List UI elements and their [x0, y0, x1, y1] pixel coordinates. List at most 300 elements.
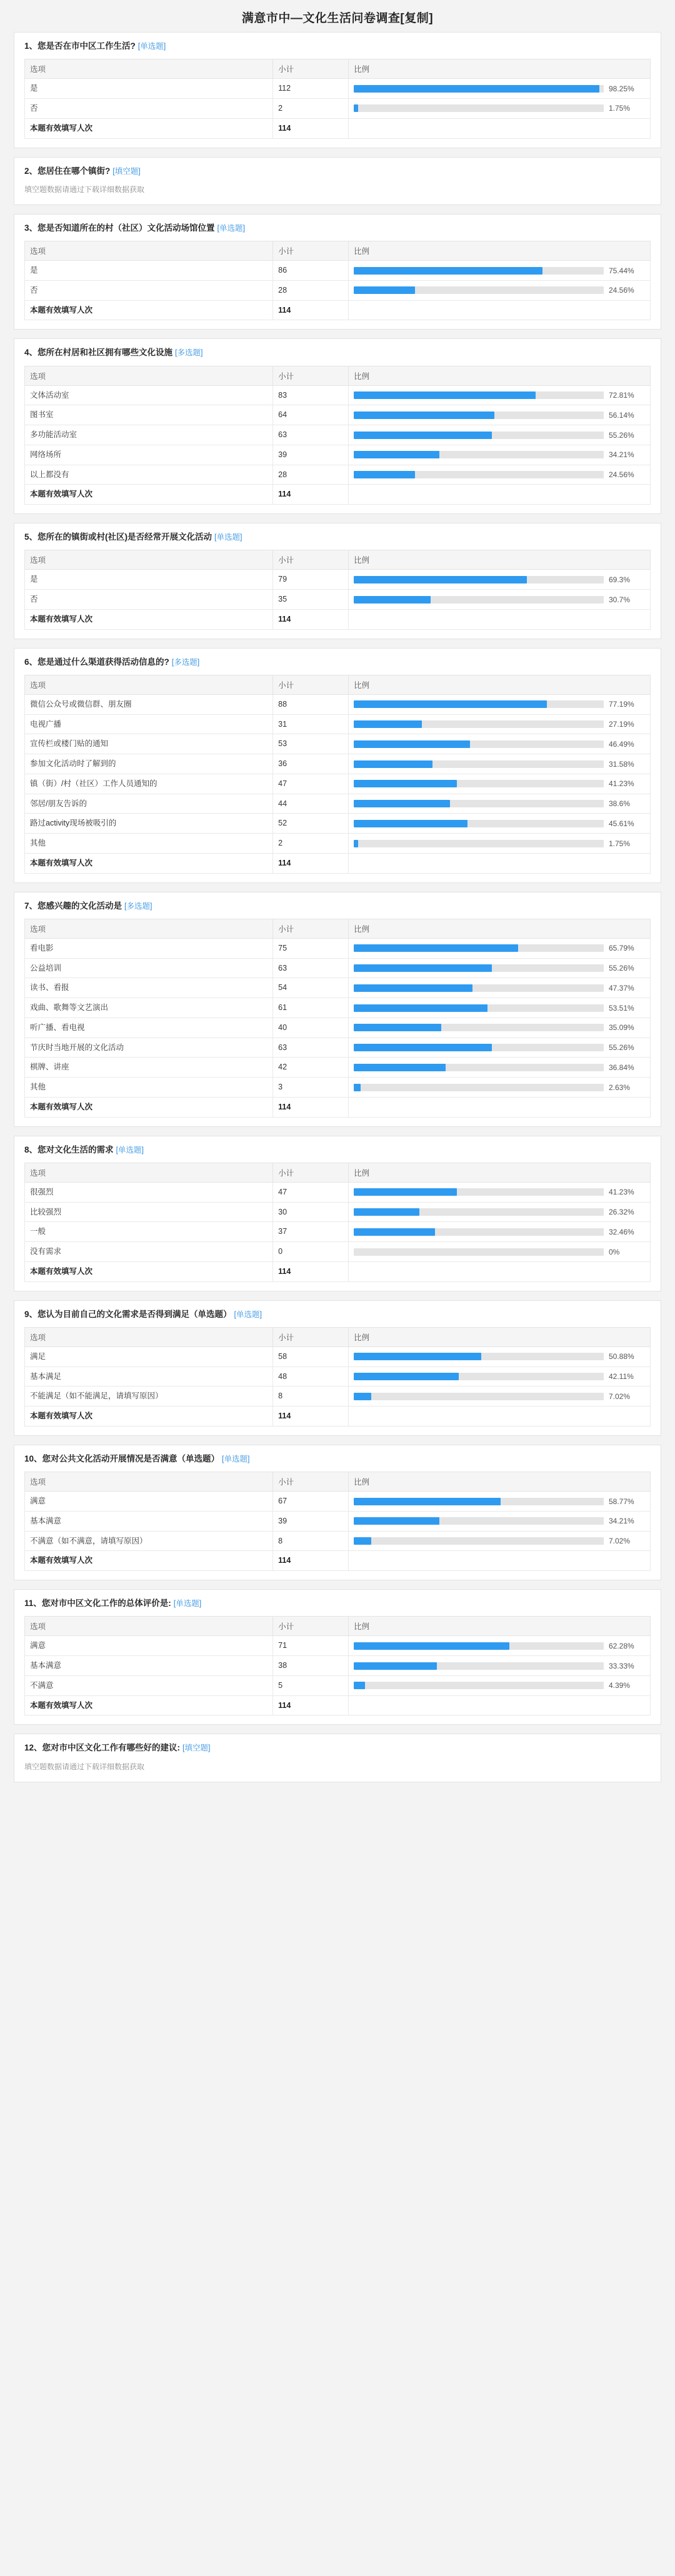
table-row — [25, 1182, 651, 1202]
table-row — [25, 1492, 651, 1512]
table-header-row — [25, 59, 651, 79]
ratio-bar-track — [354, 596, 604, 604]
ratio-value: 1.75% — [609, 839, 631, 848]
table-row — [25, 998, 651, 1018]
option-count: 39 — [273, 1511, 349, 1531]
results-table — [24, 550, 651, 629]
ratio-bar-wrapper — [354, 449, 645, 460]
total-empty-cell — [349, 609, 651, 629]
table-row — [25, 1386, 651, 1407]
ratio-bar-fill — [354, 1517, 439, 1525]
question-number: 5、 — [24, 532, 38, 542]
ratio-bar-track — [354, 1208, 604, 1216]
ratio-bar-wrapper — [354, 1246, 645, 1258]
option-label: 参加文化活动时了解到的 — [25, 754, 273, 774]
total-empty-cell — [349, 1551, 651, 1571]
ratio-value: 56.14% — [609, 410, 634, 420]
question-text: 您对市中区文化工作的总体评价是: — [41, 1599, 171, 1609]
option-label: 基本满意 — [25, 1511, 273, 1531]
ratio-bar-fill — [354, 1662, 437, 1670]
table-row — [25, 261, 651, 281]
question-type-tag: [多选题] — [124, 901, 152, 911]
total-label: 本题有效填写人次 — [25, 1097, 273, 1117]
column-header-ratio: 比例 — [349, 1472, 651, 1492]
ratio-bar-wrapper — [354, 1226, 645, 1238]
question-heading — [24, 222, 651, 235]
option-label: 一般 — [25, 1222, 273, 1242]
ratio-value: 7.02% — [609, 1537, 631, 1546]
ratio-bar-fill — [354, 1208, 419, 1216]
ratio-bar-fill — [354, 412, 494, 419]
question-type-tag: [填空题] — [112, 166, 141, 176]
ratio-bar-wrapper — [354, 818, 645, 829]
option-label: 不能满足（如不能满足，请填写原因） — [25, 1386, 273, 1407]
table-row — [25, 1058, 651, 1078]
question-text: 您是否知道所在的村（社区）文化活动场馆位置 — [38, 223, 215, 233]
option-label: 镇（街）/村（社区）工作人员通知的 — [25, 774, 273, 794]
table-total-row — [25, 609, 651, 629]
ratio-bar-track — [354, 760, 604, 768]
option-label: 是 — [25, 570, 273, 590]
option-ratio-cell — [349, 1222, 651, 1242]
table-header-row — [25, 1163, 651, 1182]
ratio-bar-fill — [354, 820, 468, 827]
column-header-ratio: 比例 — [349, 919, 651, 938]
question-number: 12、 — [24, 1743, 42, 1753]
question-type-tag: [单选题] — [138, 42, 166, 51]
ratio-bar-fill — [354, 1682, 365, 1689]
ratio-bar-fill — [354, 800, 450, 807]
option-count: 44 — [273, 794, 349, 814]
option-count: 8 — [273, 1386, 349, 1407]
table-total-row — [25, 118, 651, 138]
option-label: 否 — [25, 590, 273, 610]
ratio-bar-fill — [354, 780, 457, 787]
option-ratio-cell — [349, 734, 651, 754]
question-block — [14, 32, 661, 148]
table-total-row — [25, 485, 651, 505]
option-count: 54 — [273, 978, 349, 998]
column-header-ratio: 比例 — [349, 59, 651, 79]
ratio-bar-fill — [354, 1537, 371, 1545]
option-ratio-cell — [349, 405, 651, 425]
question-text: 您是通过什么渠道获得活动信息的? — [38, 657, 169, 667]
table-row — [25, 445, 651, 465]
option-count: 112 — [273, 79, 349, 99]
total-count: 114 — [273, 1695, 349, 1715]
column-header-option: 选项 — [25, 1327, 273, 1346]
ratio-bar-track — [354, 85, 604, 93]
ratio-value: 33.33% — [609, 1661, 634, 1670]
option-label: 基本满足 — [25, 1366, 273, 1386]
total-count: 114 — [273, 609, 349, 629]
ratio-value: 55.26% — [609, 964, 634, 973]
table-header-row — [25, 1617, 651, 1636]
table-row — [25, 1018, 651, 1038]
ratio-bar-wrapper — [354, 1660, 645, 1672]
option-ratio-cell — [349, 694, 651, 714]
option-count: 86 — [273, 261, 349, 281]
total-label: 本题有效填写人次 — [25, 1261, 273, 1281]
option-ratio-cell — [349, 1636, 651, 1656]
question-block — [14, 214, 661, 330]
option-count: 39 — [273, 445, 349, 465]
total-label: 本题有效填写人次 — [25, 853, 273, 873]
ratio-bar-wrapper — [354, 739, 645, 750]
ratio-bar-track — [354, 471, 604, 478]
ratio-value: 2.63% — [609, 1083, 631, 1092]
table-row — [25, 1366, 651, 1386]
question-number: 2、 — [24, 166, 38, 176]
question-block — [14, 1136, 661, 1291]
ratio-value: 34.21% — [609, 450, 634, 460]
question-number: 1、 — [24, 41, 38, 51]
ratio-bar-fill — [354, 740, 470, 748]
ratio-bar-wrapper — [354, 1496, 645, 1507]
ratio-bar-track — [354, 1248, 604, 1256]
table-total-row — [25, 300, 651, 320]
option-ratio-cell — [349, 280, 651, 300]
ratio-value: 24.56% — [609, 470, 634, 480]
ratio-bar-track — [354, 964, 604, 972]
ratio-bar-wrapper — [354, 1206, 645, 1218]
ratio-bar-track — [354, 1064, 604, 1071]
option-count: 42 — [273, 1058, 349, 1078]
ratio-bar-track — [354, 1537, 604, 1545]
results-table — [24, 59, 651, 138]
column-header-ratio: 比例 — [349, 1327, 651, 1346]
column-header-ratio: 比例 — [349, 366, 651, 385]
table-row — [25, 280, 651, 300]
questions-container — [0, 32, 675, 1782]
column-header-ratio: 比例 — [349, 550, 651, 570]
question-type-tag: [单选题] — [217, 223, 245, 233]
question-number: 10、 — [24, 1453, 42, 1463]
table-row — [25, 1531, 651, 1551]
table-header-row — [25, 919, 651, 938]
option-ratio-cell — [349, 814, 651, 834]
ratio-bar-wrapper — [354, 1535, 645, 1547]
table-row — [25, 465, 651, 485]
ratio-bar-wrapper — [354, 1680, 645, 1691]
option-label: 读书、看报 — [25, 978, 273, 998]
table-row — [25, 1511, 651, 1531]
ratio-bar-track — [354, 944, 604, 952]
column-header-subtotal: 小计 — [273, 675, 349, 694]
ratio-bar-track — [354, 104, 604, 112]
ratio-bar-fill — [354, 944, 518, 952]
option-count: 30 — [273, 1202, 349, 1222]
total-label: 本题有效填写人次 — [25, 1695, 273, 1715]
option-count: 48 — [273, 1366, 349, 1386]
column-header-option: 选项 — [25, 1163, 273, 1182]
table-total-row — [25, 1695, 651, 1715]
ratio-bar-track — [354, 391, 604, 399]
table-row — [25, 1242, 651, 1262]
column-header-subtotal: 小计 — [273, 1472, 349, 1492]
ratio-value: 35.09% — [609, 1023, 634, 1033]
total-label: 本题有效填写人次 — [25, 1551, 273, 1571]
table-row — [25, 1078, 651, 1098]
ratio-bar-wrapper — [354, 719, 645, 730]
ratio-bar-track — [354, 1353, 604, 1360]
ratio-bar-wrapper — [354, 778, 645, 789]
column-header-subtotal: 小计 — [273, 1163, 349, 1182]
option-label: 基本满意 — [25, 1656, 273, 1676]
ratio-bar-track — [354, 1188, 604, 1196]
ratio-bar-fill — [354, 1498, 501, 1505]
option-label: 很强烈 — [25, 1182, 273, 1202]
total-count: 114 — [273, 118, 349, 138]
option-count: 40 — [273, 1018, 349, 1038]
option-label: 戏曲、歌舞等文艺演出 — [25, 998, 273, 1018]
ratio-bar-track — [354, 820, 604, 827]
ratio-value: 26.32% — [609, 1208, 634, 1217]
question-number: 6、 — [24, 657, 38, 667]
ratio-bar-wrapper — [354, 103, 645, 114]
option-label: 图书室 — [25, 405, 273, 425]
option-count: 3 — [273, 1078, 349, 1098]
ratio-bar-fill — [354, 720, 422, 728]
table-row — [25, 590, 651, 610]
option-ratio-cell — [349, 714, 651, 734]
question-block — [14, 1300, 661, 1436]
question-heading — [24, 656, 651, 669]
total-empty-cell — [349, 300, 651, 320]
table-header-row — [25, 550, 651, 570]
ratio-bar-fill — [354, 700, 547, 708]
question-type-tag: [单选题] — [173, 1599, 202, 1609]
table-row — [25, 425, 651, 445]
total-empty-cell — [349, 1695, 651, 1715]
option-label: 听广播、看电视 — [25, 1018, 273, 1038]
option-count: 28 — [273, 465, 349, 485]
ratio-bar-fill — [354, 596, 431, 604]
ratio-bar-track — [354, 432, 604, 439]
option-ratio-cell — [349, 834, 651, 854]
option-count: 36 — [273, 754, 349, 774]
ratio-value: 58.77% — [609, 1497, 634, 1506]
ratio-bar-wrapper — [354, 83, 645, 94]
ratio-bar-fill — [354, 451, 439, 458]
option-count: 35 — [273, 590, 349, 610]
fill-in-note: 填空题数据请通过下载详细数据获取 — [24, 1762, 145, 1771]
ratio-value: 4.39% — [609, 1681, 631, 1690]
question-block — [14, 1589, 661, 1725]
option-count: 37 — [273, 1222, 349, 1242]
ratio-bar-track — [354, 1498, 604, 1505]
ratio-bar-wrapper — [354, 1186, 645, 1198]
ratio-bar-wrapper — [354, 1371, 645, 1382]
ratio-bar-track — [354, 451, 604, 458]
option-ratio-cell — [349, 1242, 651, 1262]
ratio-bar-track — [354, 1004, 604, 1012]
ratio-bar-track — [354, 1024, 604, 1031]
ratio-value: 30.7% — [609, 595, 631, 604]
question-heading — [24, 1742, 651, 1754]
ratio-bar-fill — [354, 576, 527, 583]
table-row — [25, 570, 651, 590]
ratio-value: 27.19% — [609, 720, 634, 729]
question-text: 您所在村居和社区拥有哪些文化设施 — [38, 348, 173, 358]
option-count: 47 — [273, 1182, 349, 1202]
question-block — [14, 523, 661, 639]
column-header-option: 选项 — [25, 241, 273, 261]
ratio-bar-wrapper — [354, 982, 645, 994]
table-row — [25, 794, 651, 814]
option-count: 38 — [273, 1656, 349, 1676]
option-ratio-cell — [349, 590, 651, 610]
option-label: 满意 — [25, 1636, 273, 1656]
ratio-value: 32.46% — [609, 1227, 634, 1236]
option-label: 网络场所 — [25, 445, 273, 465]
ratio-bar-fill — [354, 286, 415, 294]
table-header-row — [25, 1472, 651, 1492]
option-ratio-cell — [349, 998, 651, 1018]
table-row — [25, 1636, 651, 1656]
option-label: 以上都没有 — [25, 465, 273, 485]
total-count: 114 — [273, 1097, 349, 1117]
ratio-value: 77.19% — [609, 700, 634, 709]
question-number: 3、 — [24, 223, 38, 233]
question-text: 您居住在哪个镇街? — [38, 166, 111, 176]
table-row — [25, 1346, 651, 1366]
question-heading — [24, 1453, 651, 1465]
total-label: 本题有效填写人次 — [25, 300, 273, 320]
ratio-value: 62.28% — [609, 1641, 634, 1650]
table-header-row — [25, 366, 651, 385]
ratio-bar-fill — [354, 760, 432, 768]
option-count: 31 — [273, 714, 349, 734]
column-header-ratio: 比例 — [349, 241, 651, 261]
option-count: 64 — [273, 405, 349, 425]
option-label: 其他 — [25, 834, 273, 854]
ratio-bar-fill — [354, 1064, 446, 1071]
ratio-bar-wrapper — [354, 285, 645, 296]
question-type-tag: [单选题] — [116, 1145, 144, 1154]
ratio-bar-fill — [354, 85, 599, 93]
option-ratio-cell — [349, 79, 651, 99]
ratio-value: 41.23% — [609, 1188, 634, 1197]
option-ratio-cell — [349, 1058, 651, 1078]
ratio-bar-wrapper — [354, 1515, 645, 1527]
table-row — [25, 405, 651, 425]
table-total-row — [25, 1551, 651, 1571]
column-header-subtotal: 小计 — [273, 919, 349, 938]
ratio-bar-wrapper — [354, 838, 645, 849]
ratio-bar-track — [354, 780, 604, 787]
table-row — [25, 79, 651, 99]
ratio-bar-wrapper — [354, 1003, 645, 1014]
ratio-value: 45.61% — [609, 819, 634, 828]
total-count: 114 — [273, 485, 349, 505]
question-heading — [24, 165, 651, 178]
option-ratio-cell — [349, 1386, 651, 1407]
total-count: 114 — [273, 1261, 349, 1281]
ratio-bar-wrapper — [354, 962, 645, 974]
total-label: 本题有效填写人次 — [25, 485, 273, 505]
ratio-bar-fill — [354, 471, 415, 478]
option-count: 28 — [273, 280, 349, 300]
ratio-value: 38.6% — [609, 799, 631, 809]
table-header-row — [25, 1327, 651, 1346]
ratio-bar-fill — [354, 1353, 481, 1360]
option-label: 看电影 — [25, 938, 273, 958]
option-ratio-cell — [349, 1366, 651, 1386]
option-ratio-cell — [349, 1656, 651, 1676]
option-ratio-cell — [349, 1202, 651, 1222]
column-header-subtotal: 小计 — [273, 59, 349, 79]
question-heading — [24, 900, 651, 912]
option-ratio-cell — [349, 958, 651, 978]
option-label: 不满意（如不满意，请填写原因） — [25, 1531, 273, 1551]
table-row — [25, 978, 651, 998]
ratio-value: 72.81% — [609, 391, 634, 400]
option-label: 邻居/朋友告诉的 — [25, 794, 273, 814]
option-count: 2 — [273, 834, 349, 854]
results-table — [24, 1163, 651, 1282]
option-count: 88 — [273, 694, 349, 714]
option-ratio-cell — [349, 385, 651, 405]
table-row — [25, 714, 651, 734]
table-row — [25, 1675, 651, 1695]
ratio-bar-wrapper — [354, 798, 645, 809]
ratio-bar-fill — [354, 984, 472, 992]
ratio-bar-wrapper — [354, 574, 645, 585]
ratio-value: 7.02% — [609, 1392, 631, 1401]
table-header-row — [25, 241, 651, 261]
total-empty-cell — [349, 853, 651, 873]
question-type-tag: [多选题] — [175, 348, 203, 358]
column-header-subtotal: 小计 — [273, 550, 349, 570]
option-count: 67 — [273, 1492, 349, 1512]
ratio-bar-wrapper — [354, 1351, 645, 1362]
question-text: 您所在的镇街或村(社区)是否经常开展文化活动 — [38, 532, 212, 542]
question-text: 您是否在市中区工作生活? — [38, 41, 136, 51]
ratio-bar-track — [354, 1517, 604, 1525]
total-label: 本题有效填写人次 — [25, 1407, 273, 1427]
question-heading — [24, 531, 651, 543]
option-count: 0 — [273, 1242, 349, 1262]
option-label: 满足 — [25, 1346, 273, 1366]
ratio-bar-track — [354, 1393, 604, 1400]
table-row — [25, 958, 651, 978]
total-count: 114 — [273, 1551, 349, 1571]
total-empty-cell — [349, 1407, 651, 1427]
ratio-bar-track — [354, 1228, 604, 1236]
question-number: 11、 — [24, 1599, 42, 1609]
column-header-option: 选项 — [25, 366, 273, 385]
ratio-value: 36.84% — [609, 1063, 634, 1072]
option-label: 节庆时当地开展的文化活动 — [25, 1038, 273, 1058]
table-row — [25, 814, 651, 834]
column-header-option: 选项 — [25, 1472, 273, 1492]
table-total-row — [25, 1097, 651, 1117]
table-row — [25, 938, 651, 958]
question-text: 您对文化生活的需求 — [38, 1144, 114, 1154]
option-count: 63 — [273, 425, 349, 445]
ratio-bar-track — [354, 1642, 604, 1650]
option-count: 2 — [273, 99, 349, 119]
question-block — [14, 892, 661, 1127]
option-label: 微信公众号或微信群、朋友圈 — [25, 694, 273, 714]
ratio-bar-fill — [354, 964, 492, 972]
question-number: 9、 — [24, 1309, 38, 1319]
ratio-bar-fill — [354, 1373, 459, 1380]
question-text: 您对市中区文化工作有哪些好的建议: — [42, 1743, 181, 1753]
ratio-bar-track — [354, 840, 604, 847]
option-count: 8 — [273, 1531, 349, 1551]
